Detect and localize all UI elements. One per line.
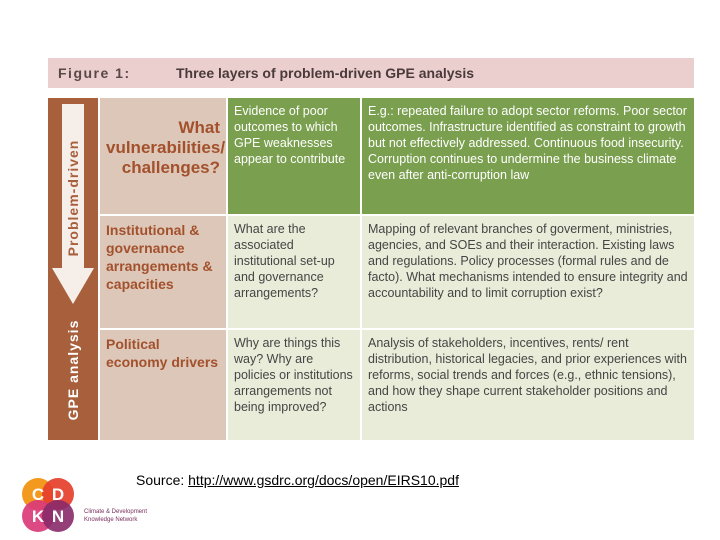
problem-driven-label: Problem-driven [65,139,81,257]
row-heading: Institutional & governance arrangements & capacities [100,216,226,328]
gpe-figure [48,98,694,440]
row-heading: Political economy drivers [100,330,226,440]
cdkn-logo [14,478,154,536]
side-bar [48,98,98,440]
figure-label: Figure 1: [58,65,131,81]
gpe-analysis-label: GPE analysis [65,319,81,421]
source-prefix: Source: [136,472,185,488]
row-question: What are the associated institutional set-up and governance arrangements? [228,216,360,328]
logo-letter: C [31,485,45,504]
row-examples: Analysis of stakeholders, incentives, rents/ rent distribution, historical legacies, and prior experiences with reforms, social trends and forces (e.g., ethnic tensions), and how they shape current stakeholder positions and actions [362,330,694,440]
logo-letter: D [51,485,65,504]
logo-letter: K [31,507,45,526]
logo-letter: N [51,507,65,526]
row-heading: What vulnerabilities/ challenges? [100,98,226,214]
source-citation [136,472,459,488]
row-examples: Mapping of relevant branches of goverment, ministries, agencies, and SOEs and their interaction. Existing laws and regulations. Policy processes (formal rules and de facto). What mechanisms intended to ensure integrity and accountability and to limit corruption exist? [362,216,694,328]
logo-tagline: Climate & Development Knowledge Network [84,509,148,523]
figure-title: Three layers of problem-driven GPE analysis [176,65,474,81]
row-examples: E.g.: repeated failure to adopt sector reforms. Poor sector outcomes. Infrastructure identified as constraint to growth but not effectively addressed. Continuous food insecurity. Corruption continues to undermine the business climate even after anti-corruption law [362,98,694,214]
figure-header [48,58,694,88]
row-question: Why are things this way? Why are policies or institutions arrangements not being improved? [228,330,360,440]
row-question: Evidence of poor outcomes to which GPE weaknesses appear to contribute [228,98,360,214]
source-link[interactable]: http://www.gsdrc.org/docs/open/EIRS10.pdf [188,472,459,488]
